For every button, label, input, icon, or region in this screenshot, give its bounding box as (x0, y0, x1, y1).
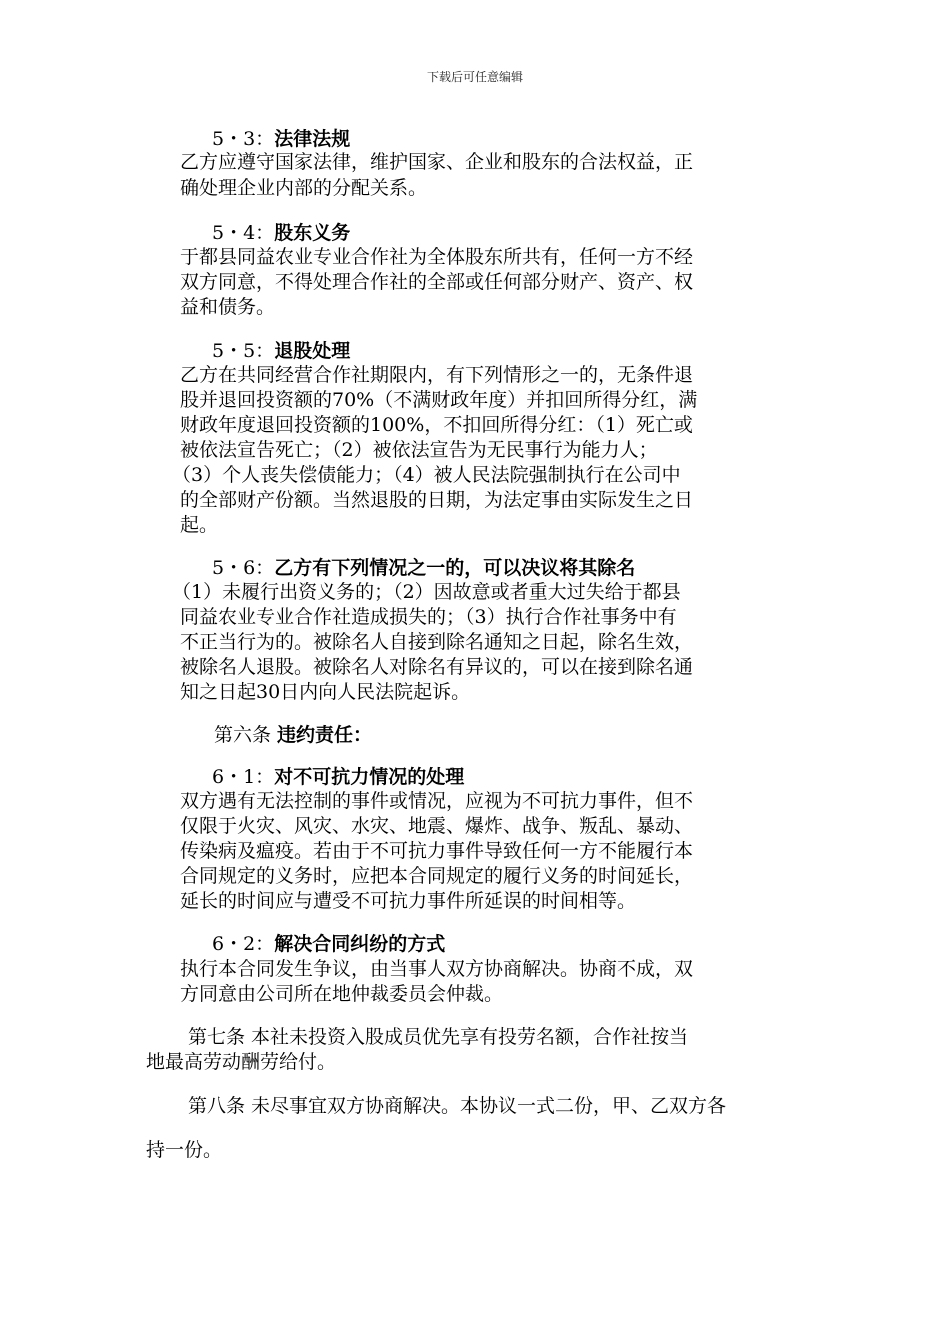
article-7-line: 地最高劳动酬劳给付。 (146, 1051, 337, 1073)
paragraph-line: 起。 (180, 514, 219, 536)
paragraph-line: 确处理企业内部的分配关系。 (180, 177, 428, 199)
paragraph-line: 仅限于火灾、风灾、水灾、地震、爆炸、战争、叛乱、暴动、 (180, 815, 694, 837)
paragraph-line: 股并退回投资额的70%（不满财政年度）并扣回所得分红，满 (180, 389, 698, 411)
paragraph-line: 益和债务。 (180, 296, 276, 318)
paragraph-line: 不正当行为的。被除名人自接到除名通知之日起，除名生效， (180, 631, 694, 653)
section-heading-6-1 (212, 766, 464, 788)
section-heading-5-6 (212, 557, 635, 579)
article-heading-6 (214, 724, 372, 746)
paragraph-line: （3）个人丧失偿债能力；（4）被人民法院强制执行在公司中 (172, 464, 681, 486)
paragraph-line: 财政年度退回投资额的100%，不扣回所得分红：（1）死亡或 (180, 414, 693, 436)
section-number: 6・2： (212, 933, 275, 955)
paragraph-line: 合同规定的义务时，应把本合同规定的履行义务的时间延长， (180, 865, 694, 887)
article-title: 违约责任： (277, 724, 373, 746)
paragraph-line: 乙方在共同经营合作社期限内，有下列情形之一的，无条件退 (180, 364, 694, 386)
paragraph-line: 的全部财产份额。当然退股的日期，为法定事由实际发生之日 (180, 489, 694, 511)
paragraph-line: 被除名人退股。被除名人对除名有异议的，可以在接到除名通 (180, 656, 694, 678)
paragraph-line: 知之日起30日内向人民法院起诉。 (180, 681, 471, 703)
section-heading-5-3 (212, 128, 350, 150)
section-title: 退股处理 (274, 340, 351, 362)
section-heading-6-2 (212, 933, 445, 955)
section-number: 5・6： (212, 557, 275, 579)
section-title: 乙方有下列情况之一的，可以决议将其除名 (274, 557, 636, 579)
paragraph-line: 被依法宣告死亡；（2）被依法宣告为无民事行为能力人； (180, 439, 658, 461)
section-heading-5-5 (212, 340, 350, 362)
article-7-line: 第七条 本社未投资入股成员优先享有投劳名额，合作社按当 (188, 1026, 689, 1048)
section-number: 5・4： (212, 222, 275, 244)
section-number: 5・3： (212, 128, 275, 150)
section-title: 法律法规 (274, 128, 351, 150)
paragraph-line: 乙方应遵守国家法律，维护国家、企业和股东的合法权益，正 (180, 151, 694, 173)
section-title: 对不可抗力情况的处理 (274, 766, 465, 788)
section-title: 股东义务 (274, 222, 351, 244)
paragraph-line: 执行本合同发生争议，由当事人双方协商解决。协商不成，双 (180, 958, 694, 980)
section-title: 解决合同纠纷的方式 (274, 933, 446, 955)
paragraph-line: 双方遇有无法控制的事件或情况，应视为不可抗力事件，但不 (180, 790, 694, 812)
paragraph-line: 延长的时间应与遭受不可抗力事件所延误的时间相等。 (180, 890, 637, 912)
section-number: 5・5： (212, 340, 275, 362)
article-number: 第六条 (214, 724, 278, 746)
paragraph-line: 传染病及瘟疫。若由于不可抗力事件导致任何一方不能履行本 (180, 840, 694, 862)
paragraph-line: 双方同意，不得处理合作社的全部或任何部分财产、资产、权 (180, 271, 694, 293)
article-8-line: 第八条 未尽事宜双方协商解决。本协议一式二份，甲、乙双方各 (188, 1095, 727, 1117)
article-8-line: 持一份。 (146, 1139, 223, 1161)
paragraph-line: 于都县同益农业专业合作社为全体股东所共有，任何一方不经 (180, 246, 694, 268)
paragraph-line: 同益农业专业合作社造成损失的；（3）执行合作社事务中有 (180, 606, 677, 628)
section-heading-5-4 (212, 222, 350, 244)
paragraph-line: （1）未履行出资义务的；（2）因故意或者重大过失给于都县 (172, 581, 681, 603)
section-number: 6・1： (212, 766, 275, 788)
page-header: 下载后可任意编辑 (426, 70, 523, 84)
paragraph-line: 方同意由公司所在地仲裁委员会仲裁。 (180, 983, 504, 1005)
